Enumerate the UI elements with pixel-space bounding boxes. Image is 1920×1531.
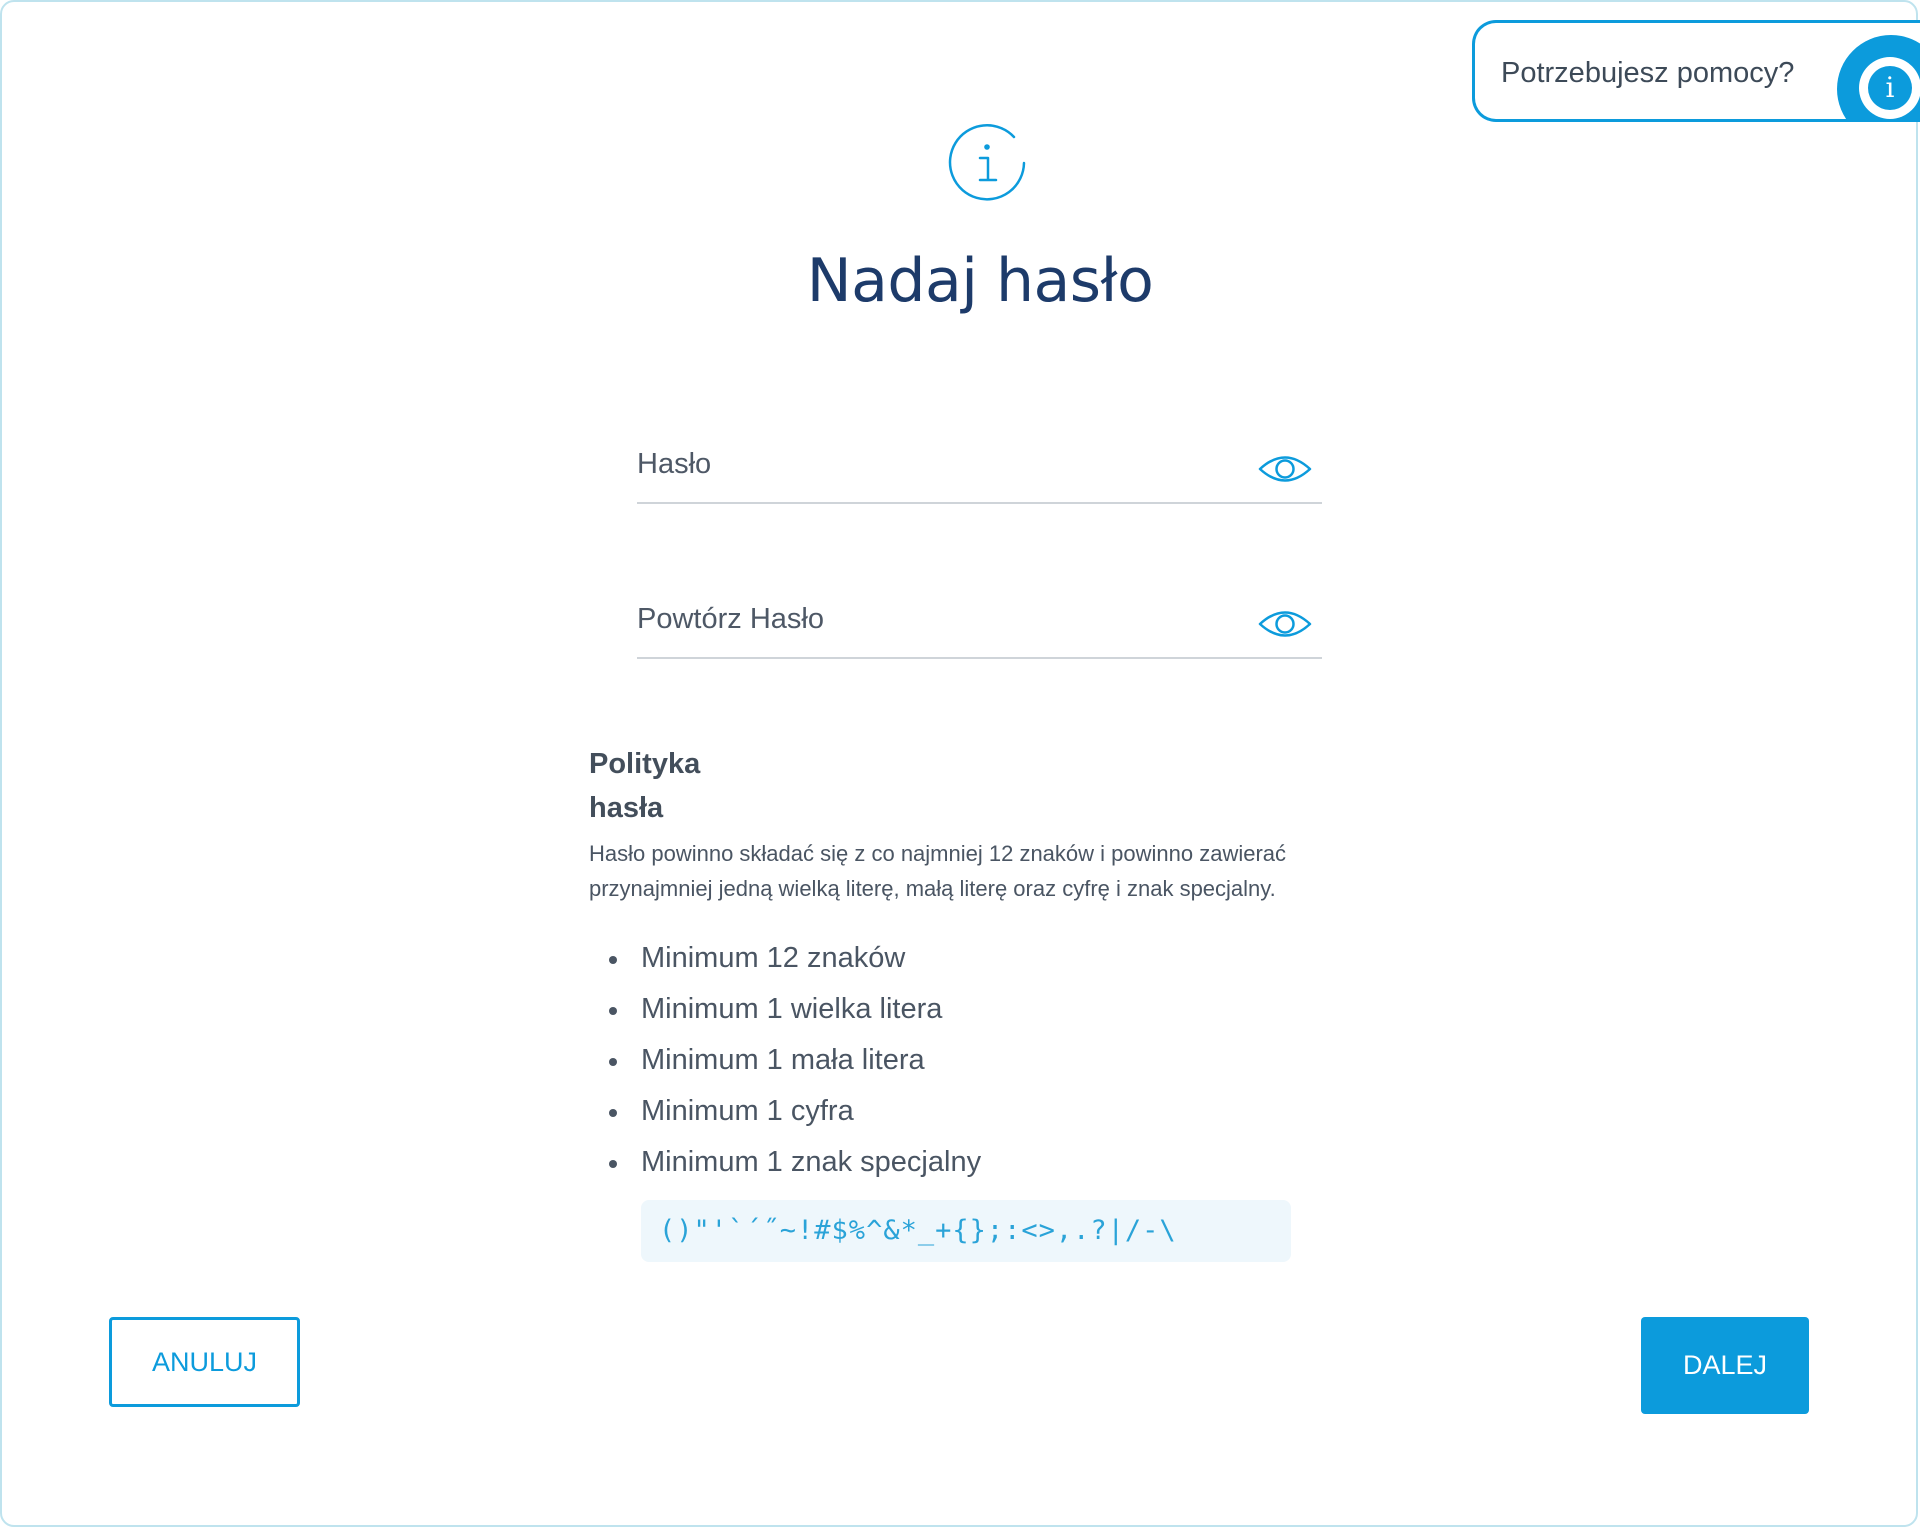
list-item: Minimum 1 cyfra	[589, 1086, 981, 1137]
list-item: Minimum 1 wielka litera	[589, 984, 981, 1035]
list-item: Minimum 12 znaków	[589, 933, 981, 984]
list-item: Minimum 1 mała litera	[589, 1035, 981, 1086]
info-icon: i	[1868, 66, 1912, 110]
help-badge[interactable]	[1837, 35, 1920, 122]
password-input[interactable]	[637, 436, 1237, 492]
page-title: Nadaj hasło	[806, 246, 1154, 316]
help-button[interactable]	[1472, 20, 1920, 122]
repeat-password-input[interactable]	[637, 591, 1237, 647]
next-button[interactable]: DALEJ	[1641, 1317, 1809, 1414]
special-characters: ()"'`´˝~!#$%^&*_+{};:<>,.?|/-\	[641, 1200, 1291, 1262]
cancel-button[interactable]: ANULUJ	[109, 1317, 300, 1407]
info-icon	[944, 120, 1030, 206]
list-item: Minimum 1 znak specjalny	[589, 1137, 981, 1188]
eye-icon[interactable]	[1257, 452, 1313, 486]
password-field	[637, 436, 1322, 504]
help-badge-ring	[1859, 57, 1920, 119]
eye-icon[interactable]	[1257, 607, 1313, 641]
policy-description: Hasło powinno składać się z co najmniej 12 znaków i powinno zawierać przynajmniej jedną wielką literę, małą literę oraz cyfrę i znak specjalny.	[589, 841, 1287, 901]
policy-rules-list	[589, 933, 981, 1188]
policy-title: Polityka hasła	[589, 748, 701, 824]
repeat-password-field	[637, 591, 1322, 659]
help-label: Potrzebujesz pomocy?	[1501, 57, 1795, 89]
